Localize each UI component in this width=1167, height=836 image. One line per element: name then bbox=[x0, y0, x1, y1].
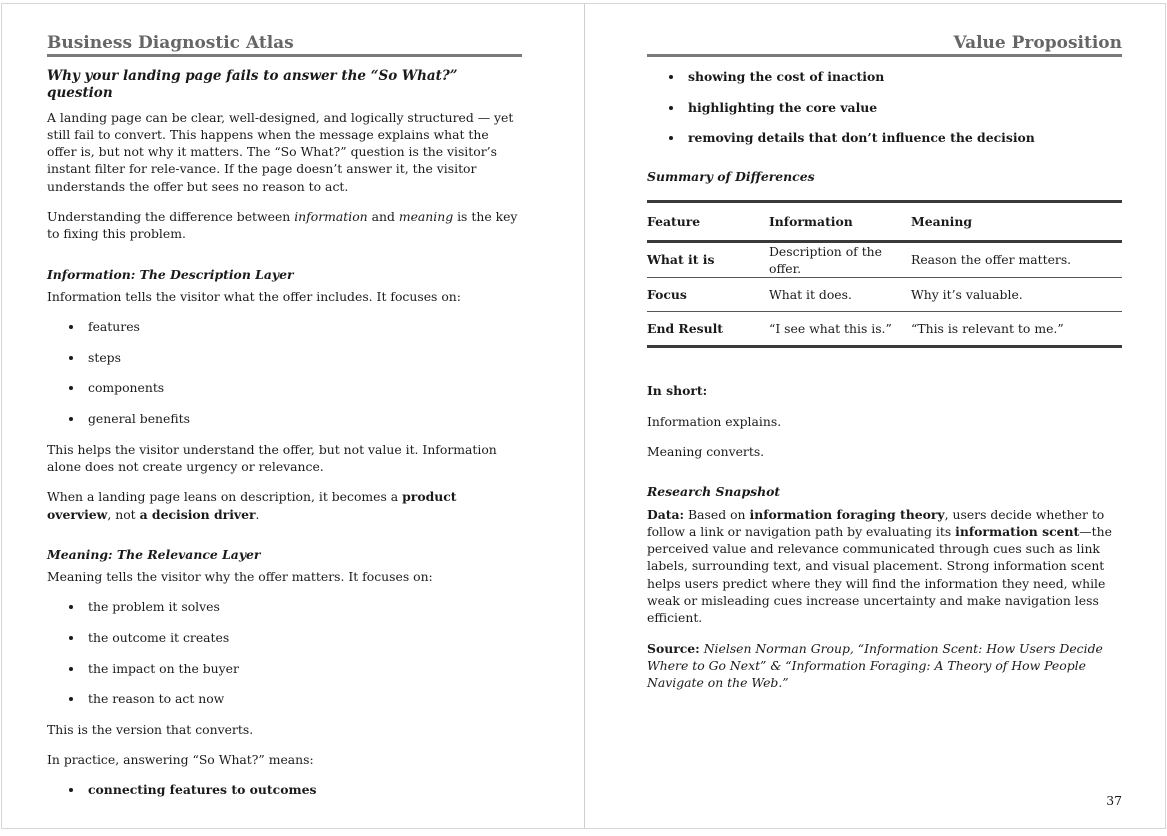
table-row bbox=[647, 278, 1122, 312]
in-short-line-1: Information explains. bbox=[647, 413, 782, 429]
section-title: Why your landing page fails to answer the “So What?” question bbox=[47, 68, 458, 102]
intro-text-mid: and bbox=[367, 209, 399, 225]
table-cell: End Result bbox=[647, 312, 769, 347]
data-bold-foraging: information foraging theory bbox=[749, 506, 945, 522]
summary-heading: Summary of Differences bbox=[647, 169, 815, 185]
spacer bbox=[47, 256, 522, 266]
meaning-paragraph-2: In practice, answering “So What?” means: bbox=[47, 752, 314, 768]
intro-paragraph-2 bbox=[47, 208, 522, 243]
info-heading: Information: The Description Layer bbox=[47, 266, 294, 282]
info-paragraph-2 bbox=[47, 488, 522, 523]
table-cell: Why it’s valuable. bbox=[911, 278, 1122, 312]
meaning-intro: Meaning tells the visitor why the offer matters. It focuses on: bbox=[47, 569, 433, 585]
meaning-paragraph-1: This is the version that converts. bbox=[47, 721, 254, 737]
list-item: showing the cost of inaction bbox=[688, 68, 1122, 85]
left-page bbox=[47, 4, 522, 828]
list-item: steps bbox=[88, 349, 522, 366]
running-head-left: Business Diagnostic Atlas bbox=[47, 33, 522, 57]
intro-em-meaning: meaning bbox=[398, 209, 454, 225]
table-cell: Focus bbox=[647, 278, 769, 312]
intro-paragraph-1: A landing page can be clear, well-designed, and logically structured — yet still fail to convert. This happens when the message explains what the offer is, but not why it matters. The “So What?” question is the visitor’s instant filter for rele-vance. If the page doesn’t answer it, the visitor understands the offer but sees no reason to act. bbox=[47, 109, 514, 194]
practice-list bbox=[47, 781, 522, 798]
page-gutter bbox=[584, 4, 585, 828]
list-item: the problem it solves bbox=[88, 598, 522, 615]
left-page-body bbox=[47, 68, 522, 812]
table-cell: Description of the offer. bbox=[769, 241, 911, 278]
in-short-bold: In short: bbox=[647, 383, 708, 399]
list-item: features bbox=[88, 318, 522, 335]
list-item: the impact on the buyer bbox=[88, 660, 522, 677]
intro-em-information: information bbox=[294, 209, 368, 225]
running-head-right: Value Proposition bbox=[647, 33, 1122, 57]
differences-table bbox=[647, 200, 1122, 349]
list-item: general benefits bbox=[88, 410, 522, 427]
table-row bbox=[647, 312, 1122, 347]
list-item: the reason to act now bbox=[88, 690, 522, 707]
info-bold-decision-driver: a decision driver bbox=[139, 506, 256, 522]
meaning-list bbox=[47, 598, 522, 707]
data-label: Data: bbox=[647, 506, 685, 522]
intro-text-before: Understanding the difference between bbox=[47, 209, 295, 225]
in-short-label bbox=[647, 382, 1122, 399]
info-paragraph-1: This helps the visitor understand the offer, but not value it. Information alone does not create urgency or relevance. bbox=[47, 441, 497, 474]
source-citation: Nielsen Norman Group, “Information Scent: How Users Decide Where to Go Next” & “Information Foraging: A Theory of How People Navigate on the Web.” bbox=[647, 640, 1103, 691]
list-item: highlighting the core value bbox=[688, 99, 1122, 116]
practice-list-continued bbox=[647, 68, 1122, 146]
intro-text-after: is the key to fixing this problem. bbox=[47, 209, 518, 242]
source-paragraph bbox=[647, 640, 1122, 692]
info-bold-product-overview: product overview bbox=[47, 489, 457, 522]
book-spread bbox=[1, 3, 1166, 829]
table-cell: “This is relevant to me.” bbox=[911, 312, 1122, 347]
data-text-3: —the perceived value and relevance communicated through cues such as link labels, surrounding text, and visual placement. Strong information scent helps users predict where they will find the information they need, while weak or misleading cues increase uncertainty and make navigation less efficient. bbox=[647, 523, 1112, 626]
table-header: Meaning bbox=[911, 201, 1122, 241]
list-item: connecting features to outcomes bbox=[88, 781, 522, 798]
data-paragraph bbox=[647, 506, 1122, 627]
table-cell: What it is bbox=[647, 241, 769, 278]
info-text-mid: , not bbox=[107, 506, 140, 522]
in-short-line-2: Meaning converts. bbox=[647, 443, 765, 459]
table-cell: Reason the offer matters. bbox=[911, 241, 1122, 278]
table-row bbox=[647, 241, 1122, 278]
table-header: Information bbox=[769, 201, 911, 241]
table-cell: What it does. bbox=[769, 278, 911, 312]
list-item: the outcome it creates bbox=[88, 629, 522, 646]
table-cell: “I see what this is.” bbox=[769, 312, 911, 347]
table-header-row bbox=[647, 201, 1122, 241]
list-item: components bbox=[88, 379, 522, 396]
table-header: Feature bbox=[647, 201, 769, 241]
list-item: removing details that don’t influence the decision bbox=[688, 129, 1122, 146]
info-list bbox=[47, 318, 522, 427]
data-text-2: , users decide whether to follow a link or navigation path by evaluating its bbox=[647, 506, 1105, 539]
data-text-1: Based on bbox=[684, 506, 750, 522]
data-bold-scent: information scent bbox=[955, 523, 1080, 539]
info-text-before: When a landing page leans on description, it becomes a bbox=[47, 489, 403, 505]
spacer bbox=[647, 473, 1122, 483]
info-intro: Information tells the visitor what the offer includes. It focuses on: bbox=[47, 288, 461, 304]
research-heading: Research Snapshot bbox=[647, 484, 781, 500]
spacer bbox=[47, 536, 522, 546]
info-text-after: . bbox=[255, 506, 260, 522]
right-page-body bbox=[647, 68, 1122, 705]
right-page bbox=[647, 4, 1122, 828]
source-label: Source: bbox=[647, 640, 700, 656]
meaning-heading: Meaning: The Relevance Layer bbox=[47, 546, 261, 562]
page-number: 37 bbox=[1106, 793, 1122, 808]
